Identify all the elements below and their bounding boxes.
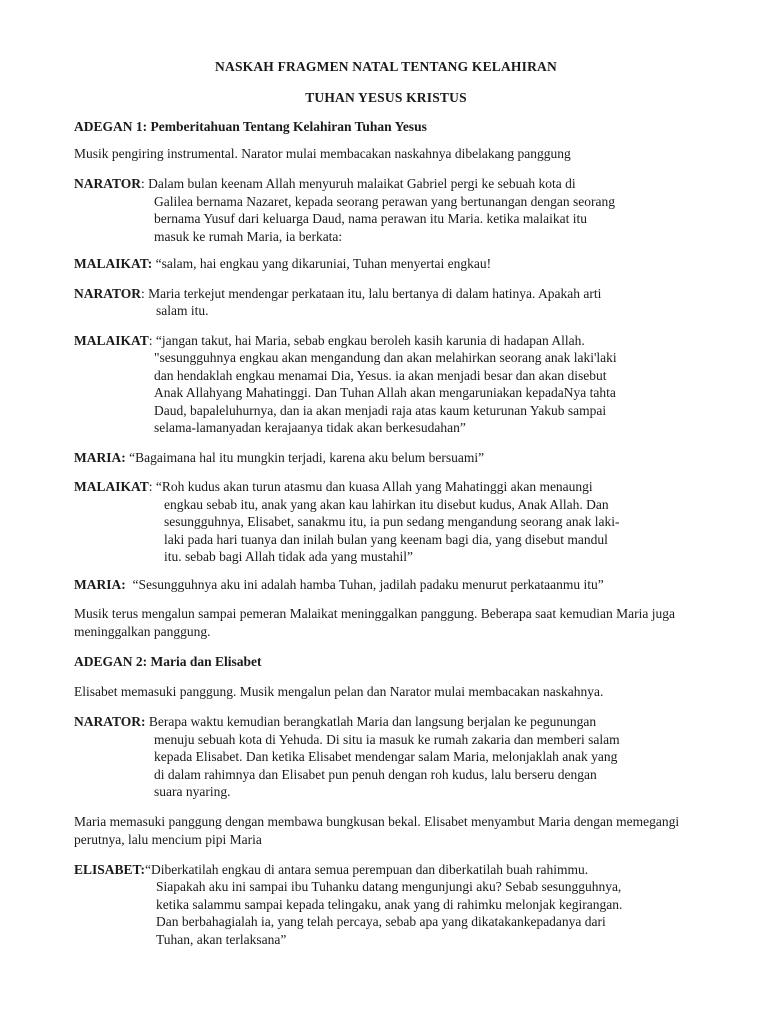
scene-2-heading: ADEGAN 2: Maria dan Elisabet (74, 654, 262, 669)
speech-line: masuk ke rumah Maria, ia berkata: (154, 228, 343, 244)
document-title-line-1: NASKAH FRAGMEN NATAL TENTANG KELAHIRAN (215, 59, 557, 74)
speaker-label: NARATOR: (74, 176, 149, 191)
narator-speech-3 (74, 713, 698, 801)
speech-line: “Sesungguhnya aku ini adalah hamba Tuhan, jadilah padaku menurut perkataanmu itu” (132, 576, 604, 592)
scene-1-outro: Musik terus mengalun sampai pemeran Malaikat meninggalkan panggung. Beberapa saat kemudian Maria juga meninggalkan panggung. (74, 606, 675, 639)
scene-1-heading: ADEGAN 1: Pemberitahuan Tentang Kelahiran Tuhan Yesus (74, 119, 427, 134)
speech-line: menuju sebuah kota di Yehuda. Di situ ia masuk ke rumah zakaria dan memberi salam (154, 731, 620, 747)
speech-line: selama-lamanyadan kerajaanya tidak akan berkesudahan” (154, 420, 466, 435)
speaker-label: ELISABET: (74, 861, 146, 877)
speech-line: Dalam bulan keenam Allah menyuruh malaikat Gabriel pergi ke sebuah kota di (148, 176, 576, 191)
elisabet-speech-1 (74, 861, 698, 949)
speech-line: itu. sebab bagi Allah tidak ada yang mustahil” (164, 549, 413, 564)
scene-2-mid: Maria memasuki panggung dengan membawa bungkusan bekal. Elisabet menyambut Maria dengan memegangi perutnya, lalu mencium pipi Maria (74, 813, 680, 847)
malaikat-speech-1 (74, 255, 698, 273)
speech-line: salam itu. (156, 303, 209, 318)
scene-2-intro: Elisabet memasuki panggung. Musik mengalun pelan dan Narator mulai membacakan naskahnya. (74, 684, 604, 699)
narator-speech-1 (74, 175, 698, 245)
scene-1-intro: Musik pengiring instrumental. Narator mulai membacakan naskahnya dibelakang panggung (74, 146, 571, 161)
speech-line: “Roh kudus akan turun atasmu dan kuasa Allah yang Mahatinggi akan menaungi (155, 479, 593, 494)
speech-line: Maria terkejut mendengar perkataan itu, lalu bertanya di dalam hatinya. Apakah arti (148, 285, 602, 301)
speech-line: bernama Yusuf dari keluarga Daud, nama perawan itu Maria. ketika malaikat itu (154, 211, 587, 226)
speech-line: dan hendaklah engkau menamai Dia, Yesus. ia akan menjadi besar dan akan disebut (154, 367, 607, 383)
narator-speech-2: NARATOR: Maria terkejut mendengar perkataan itu, lalu bertanya di dalam hatinya. Apakah arti salam itu. (74, 285, 698, 320)
speech-line: kepada Elisabet. Dan ketika Elisabet mendengar salam Maria, melonjaklah anak yang (154, 749, 618, 764)
speech-line: “Bagaimana hal itu mungkin terjadi, karena aku belum bersuami” (129, 449, 485, 465)
speech-line: Dan berbahagialah ia, yang telah percaya, sebab apa yang dikatakankepadanya dari (156, 914, 606, 929)
speech-line: “salam, hai engkau yang dikaruniai, Tuhan menyertai engkau! (155, 256, 492, 271)
speaker-label: NARATOR (74, 285, 142, 301)
speaker-label: MALAIKAT (74, 479, 149, 494)
speech-line: sesungguhnya, Elisabet, sanakmu itu, ia pun sedang mengandung seorang anak laki- (164, 514, 620, 529)
speaker-label: MALAIKAT (74, 332, 149, 348)
speech-line: Anak Allahyang Mahatinggi. Dan Tuhan Allah akan mengaruniakan kepadaNya tahta (154, 385, 616, 400)
speech-line: Berapa waktu kemudian berangkatlah Maria dan langsung berjalan ke pegunungan (148, 714, 597, 729)
speaker-label: NARATOR: (74, 714, 146, 729)
speech-line: laki pada hari tuanya dan inilah bulan yang keenam bagi dia, yang disebut mandul (164, 531, 608, 547)
speech-line: "sesungguhnya engkau akan mengandung dan akan melahirkan seorang anak laki'laki (154, 350, 617, 365)
speech-line: Daud, bapaleluhurnya, dan ia akan menjadi raja atas kaum keturunan Yakub sampai (154, 402, 607, 418)
speaker-label: MALAIKAT: (74, 256, 153, 271)
malaikat-speech-3: MALAIKAT: “Roh kudus akan turun atasmu dan kuasa Allah yang Mahatinggi akan menaungi engkau sebab itu, anak yang akan kau lahirkan itu disebut kudus, Anak Allah. Dan sesungguhnya, Elisabet, sanakmu itu, ia pun sedang mengandung seorang anak laki- laki pada hari tuanya dan inilah bulan yang keenam bagi dia, yang disebut mandul itu. sebab bagi Allah tidak ada yang mustahil” (74, 478, 698, 566)
speech-line: Tuhan, akan terlaksana” (156, 931, 287, 947)
maria-speech-2 (74, 576, 698, 594)
document-title-line-2: TUHAN YESUS KRISTUS (305, 90, 467, 105)
speech-line: suara nyaring. (154, 784, 231, 799)
speaker-label: MARIA: (74, 576, 126, 592)
speech-line: Galilea bernama Nazaret, kepada seorang perawan yang bertunangan dengan seorang (154, 193, 616, 209)
speech-line: engkau sebab itu, anak yang akan kau lahirkan itu disebut kudus, Anak Allah. Dan (164, 496, 609, 512)
speaker-label: MARIA: (74, 449, 126, 465)
maria-speech-1 (74, 449, 698, 467)
speech-line: Siapakah aku ini sampai ibu Tuhanku datang mengunjungi aku? Sebab sesungguhnya, (156, 879, 622, 894)
speech-line: ketika salammu sampai kepada telingaku, anak yang di rahimku melonjak kegirangan. (156, 896, 623, 912)
malaikat-speech-2: MALAIKAT: “jangan takut, hai Maria, sebab engkau beroleh kasih karunia di hadapan Allah. "sesungguhnya engkau akan mengandung dan akan melahirkan seorang anak laki'laki dan hendaklah engkau menamai Dia, Yesus. ia akan menjadi besar dan akan disebut Anak Allahyang Mahatinggi. Dan Tuhan Allah akan mengaruniakan kepadaNya tahta Daud, bapaleluhurnya, dan ia akan menjadi raja atas kaum keturunan Yakub sampai selama-lamanyadan kerajaanya tidak akan berkesudahan” (74, 332, 698, 437)
speech-line: di dalam rahimnya dan Elisabet pun penuh dengan roh kudus, lalu berseru dengan (154, 766, 597, 782)
speech-line: “jangan takut, hai Maria, sebab engkau beroleh kasih karunia di hadapan Allah. (155, 332, 585, 348)
speech-line: “Diberkatilah engkau di antara semua perempuan dan diberkatilah buah rahimmu. (145, 861, 589, 877)
